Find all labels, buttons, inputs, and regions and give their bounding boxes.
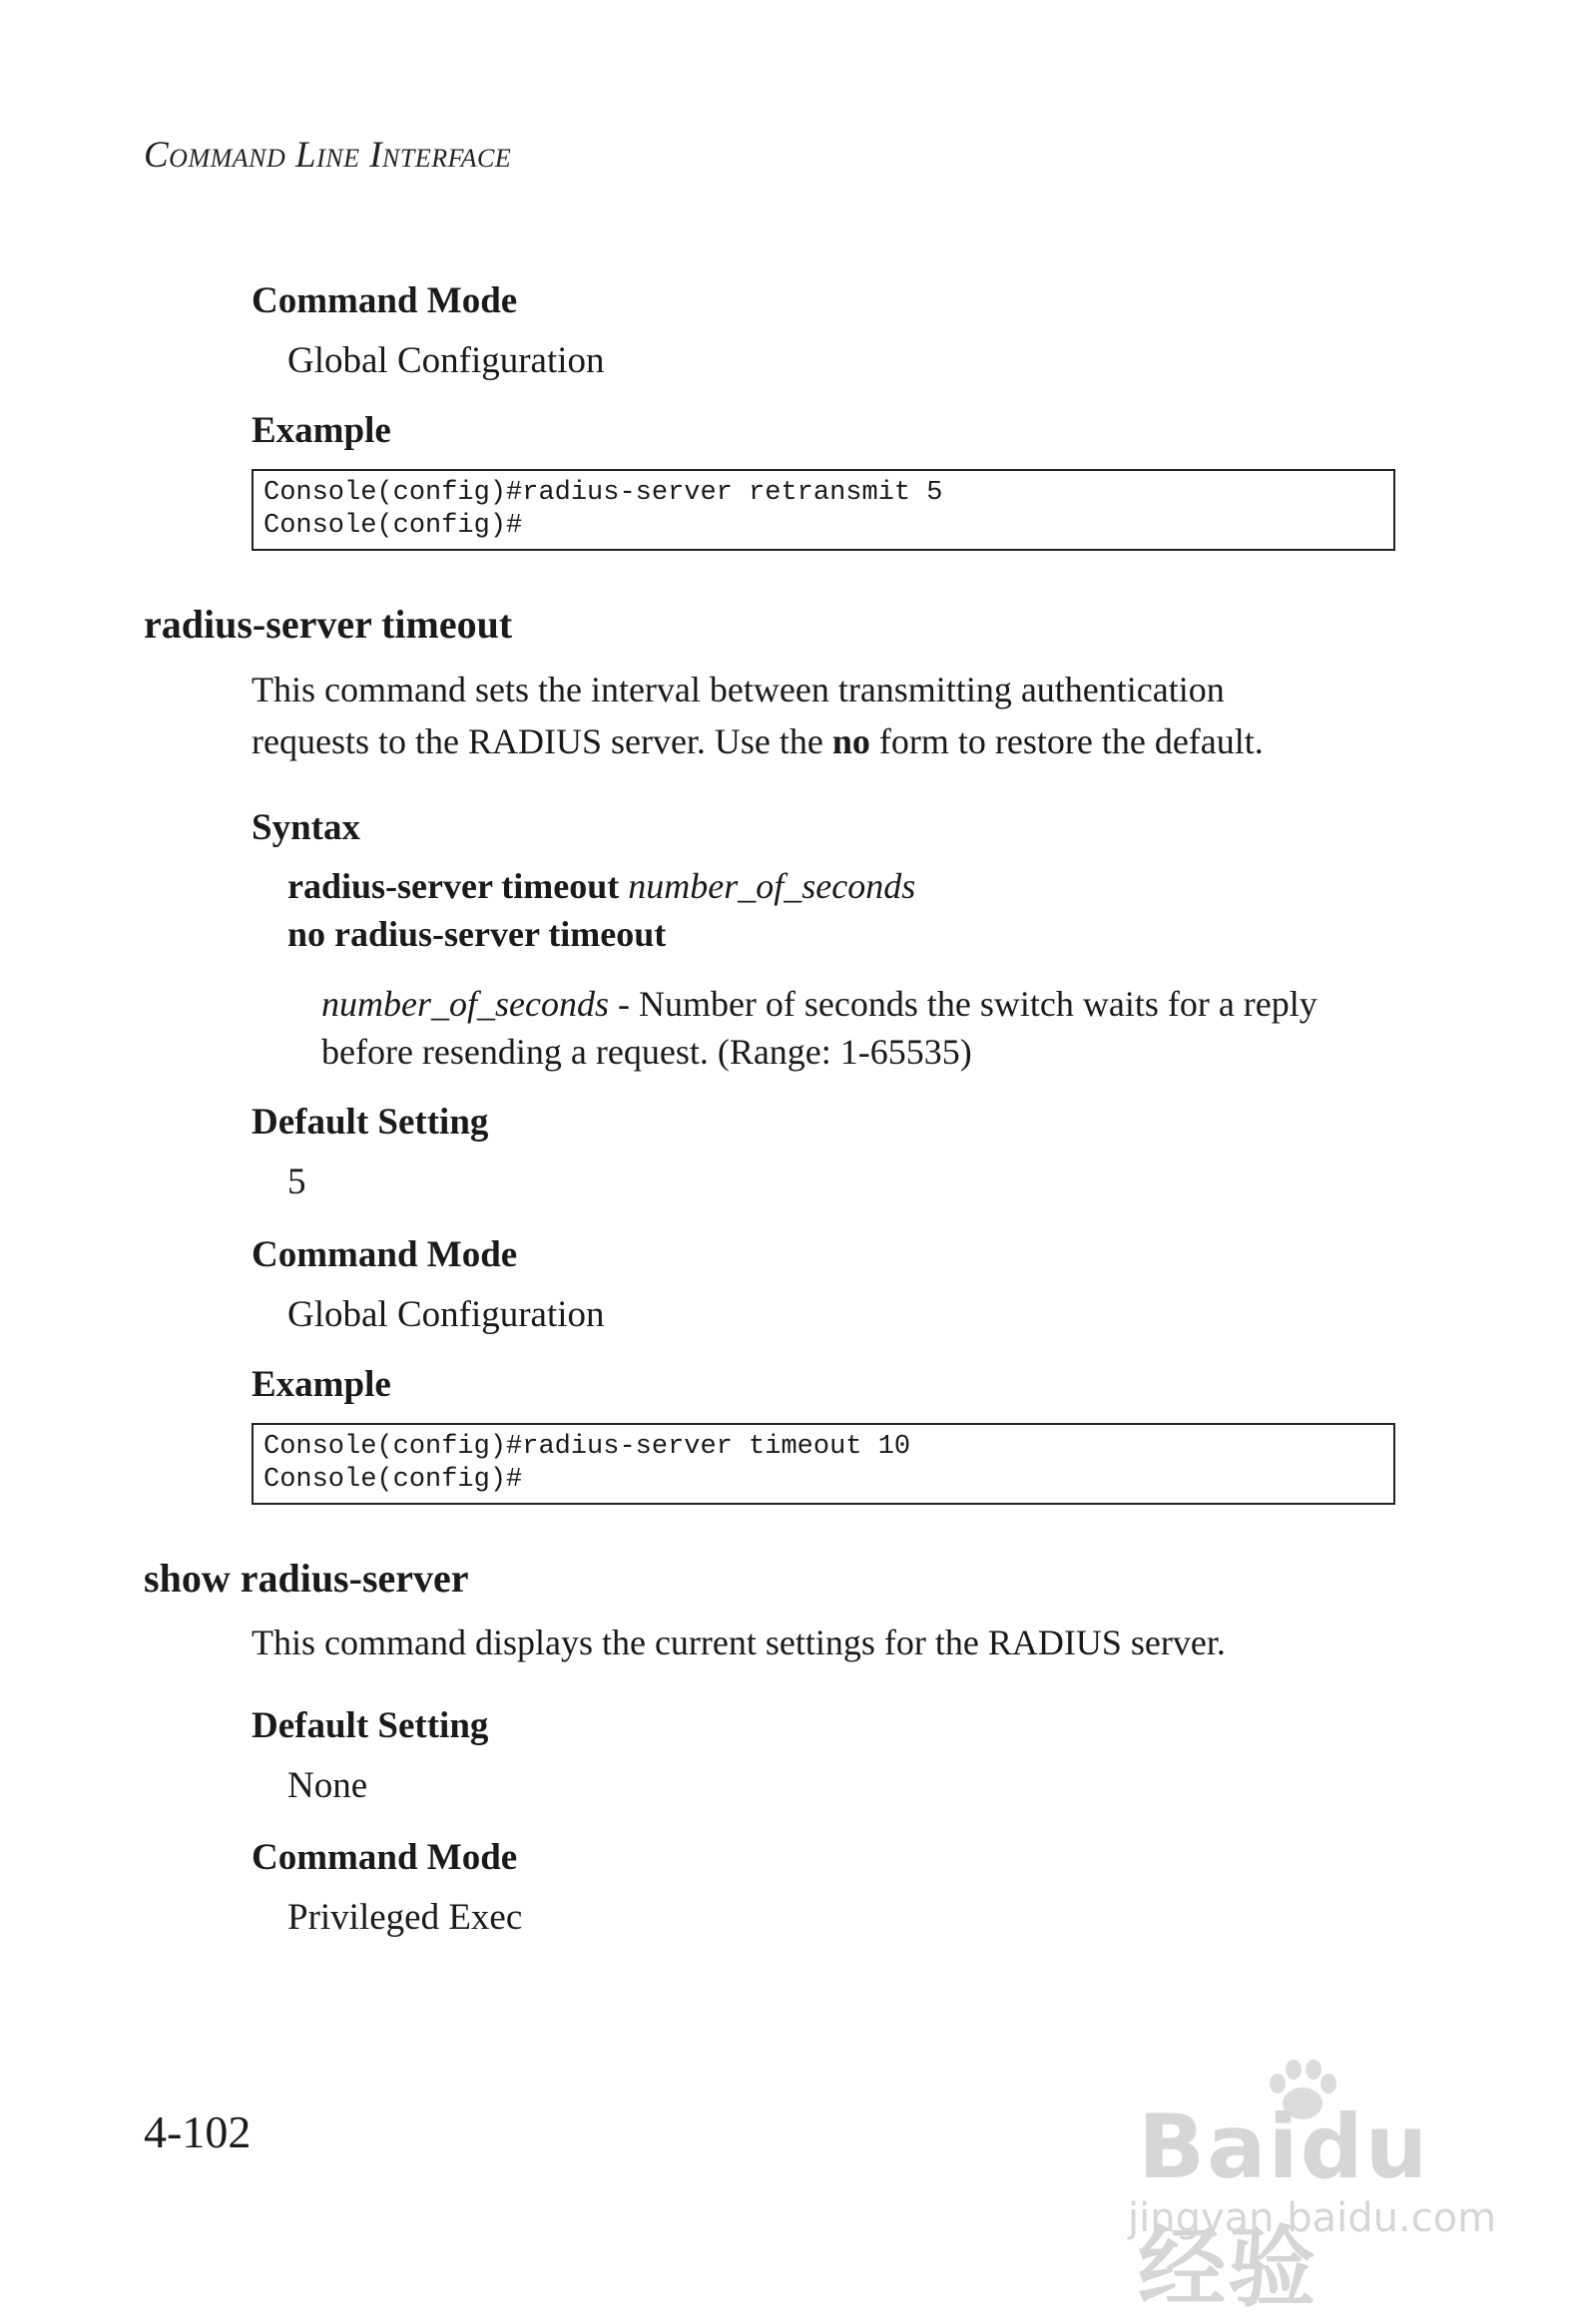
code-line: Console(config)#	[264, 1465, 523, 1495]
description-text: requests to the RADIUS server. Use the	[252, 721, 832, 761]
watermark-logo: Baidu 经验	[1138, 2095, 1430, 2319]
command-mode-value: Global Configuration	[287, 1294, 605, 1335]
command-mode-heading: Command Mode	[252, 280, 518, 321]
param-text: - Number of seconds the switch waits for a reply	[608, 984, 1318, 1024]
default-setting-heading: Default Setting	[252, 1102, 489, 1143]
command-mode-value: Global Configuration	[287, 340, 605, 381]
syntax-line	[287, 862, 915, 910]
page-number: 4-102	[144, 2106, 252, 2157]
default-setting-value: None	[287, 1765, 368, 1806]
watermark	[1108, 2056, 1507, 2319]
default-setting-heading: Default Setting	[252, 1705, 489, 1746]
parameter-description	[321, 980, 1385, 1076]
code-line: Console(config)#radius-server timeout 10	[264, 1432, 911, 1462]
code-line: Console(config)#radius-server retransmit 5	[264, 478, 943, 508]
default-setting-value: 5	[287, 1162, 306, 1202]
param-line	[321, 980, 1385, 1028]
param-line: before resending a request. (Range: 1-65535)	[321, 1032, 972, 1072]
example-heading: Example	[252, 1364, 391, 1405]
command-description: This command displays the current settings for the RADIUS server.	[252, 1623, 1226, 1662]
description-line	[252, 715, 1399, 767]
example-code-box	[252, 469, 1395, 551]
description-text: form to restore the default.	[869, 721, 1264, 761]
command-description	[252, 664, 1399, 767]
command-mode-heading: Command Mode	[252, 1837, 518, 1878]
syntax-heading: Syntax	[252, 807, 360, 848]
syntax-command: radius-server timeout	[287, 866, 620, 906]
running-head: Command Line Interface	[144, 135, 512, 176]
description-keyword: no	[831, 721, 870, 761]
syntax-block	[287, 862, 915, 958]
syntax-line: no radius-server timeout	[287, 914, 667, 954]
description-line: This command sets the interval between transmitting authentication	[252, 670, 1225, 709]
param-name: number_of_seconds	[321, 984, 609, 1024]
watermark-url: jingyan.baidu.com	[1128, 2195, 1497, 2241]
command-mode-value: Privileged Exec	[287, 1897, 523, 1938]
example-heading: Example	[252, 410, 391, 451]
code-line: Console(config)#	[264, 511, 523, 541]
syntax-argument: number_of_seconds	[628, 866, 916, 906]
example-code-box	[252, 1423, 1395, 1505]
command-mode-heading: Command Mode	[252, 1234, 518, 1275]
command-title: show radius-server	[144, 1556, 469, 1601]
command-title: radius-server timeout	[144, 602, 513, 647]
